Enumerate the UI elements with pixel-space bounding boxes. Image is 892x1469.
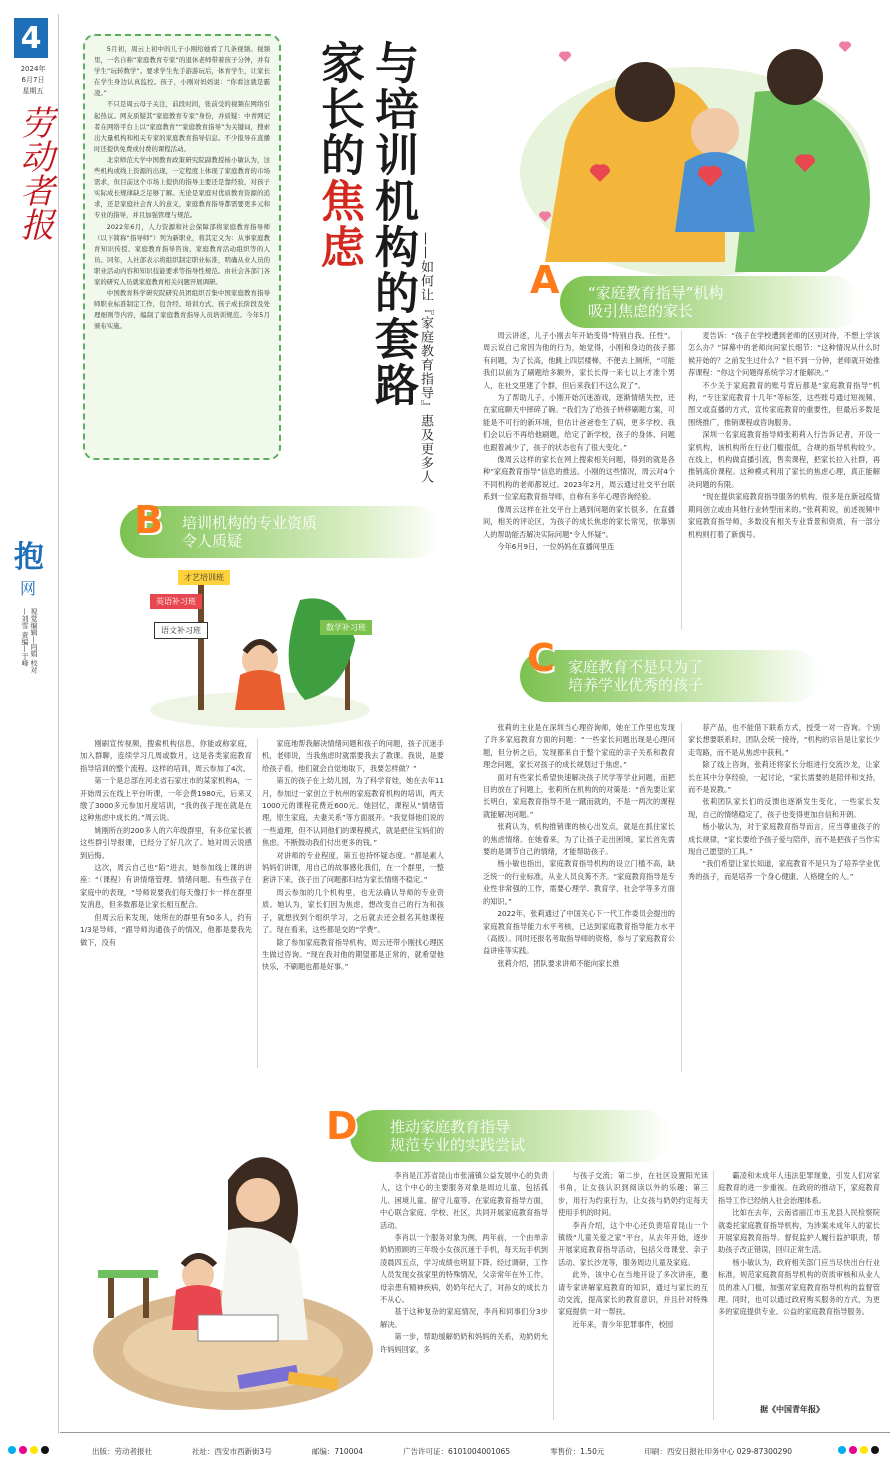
footer-info: 出版：劳动者报社 社址：西安市西新街3号 邮编：710004 广告许可证：6101004001065 零售价：1.50元 印刷：西安日报社印务中心 029-87300290 [92,1447,792,1456]
section-b-letter: B [134,498,163,542]
registration-dot [30,1446,38,1454]
sign-board: 才艺培训班 [178,570,230,585]
masthead-logo: 劳动者报 [14,105,54,241]
section-a-column-2: 麦告诉：“孩子在学校遭到老师的区别对待，不想上学该怎么办？”屏幕中的老师向问家长细节：“这种情况从什么时候开始的？之前发生过什么？”但不到一分钟，老师就开始推荐课程：“你这个问题得系统学习才能解决。” 不少关于家庭教育的账号背后都是“家庭教育指导”机构，“专注家庭教育十几年”等标签，这些账号通过短视频、图文或直播的方式，宣传家庭教育的重要性，但最后多数是围绕推广，推销课程或咨询服务。 深圳一名家庭教育指导师张莉莉入行告诉记者，开设一家机构，该机构所在行业门槛很低，合规的指导机构较少。在线上，机构做直播引流，售卖课程，把家长拉入社群，再推销高价课程。这种模式利用了家长的焦虑心理，真正能解决问题的有限。 “现在提供家庭教育指导服务的机构，很多是在新冠疫情期间创立或由其他行业转型而来的。”张莉莉说，前述视频中家庭教育指导师，多数没有相关专业背景和资质，有一部分机构则打着了新旗号。 [688,331,880,539]
section-a-letter: A [530,258,560,302]
signpost-illustration [140,560,380,730]
issue-date: 2024年 6月7日 星期五 [20,65,46,95]
headline [312,40,432,480]
headline-line-2: 家长的焦虑 [313,40,364,270]
registration-dot [871,1446,879,1454]
column-divider [681,330,682,630]
section-c-column-2: 荐产品，也不能借下联系方式，授受一对一咨询。个别家长想要联系时，团队会统一接待，“机构的宗旨是让家长少走弯路，而不是从焦虑中获利。” 除了线上咨询，张莉还将家长分组进行交流沙龙，让家长在其中分享经验，一起讨论，“家长需要的是陪伴和支持，而不是说教。” 张莉团队家长们的反馈也逐渐发生变化，一些家长发现，自己的情绪稳定了，孩子也变得更加自信和开朗。 杨小敏认为，对于家庭教育指导而言，应当尊重孩子的成长规律，“家长要给予孩子爱与陪伴，而不是把孩子当作实现自己愿望的工具。” “我们希望让家长知道，家庭教育不是只为了培养学业优秀的孩子，而是培养一个身心健康、人格健全的人。” [688,723,880,881]
footer-divider [60,1432,890,1433]
section-d-heading: 推动家庭教育指导 规范专业的实践尝试 [350,1110,670,1162]
sign-board: 数学补习班 [320,620,372,635]
registration-dot [860,1446,868,1454]
column-divider [713,1170,714,1420]
section-d-column-2: 与孩子交流；第二步，在社区设置阳光读书角，让女孩认识到阅读以外的乐趣；第三步，用行为约束行为，让女孩与奶奶约定每天使用手机的时间。 李肖介绍，这个中心还负责培育昆山一个镇级“儿童关爱之家”平台，从去年开始，逐步开展家庭教育指导活动，包括父母课堂、亲子活动、家长沙龙等，服务周边儿童及家庭。 此外，该中心在当地开设了多次讲座，邀请专家讲解家庭教育的知识，通过与家长的互动交流，提高家长的教育意识，并且针对特殊家庭提供一对一帮扶。 近年来，青少年犯罪事件，校园 [558,1171,708,1329]
editor-credits: 视觉编辑—向娟 校对—刘雪 责编—于峰 [21,608,38,674]
column-divider [553,1170,554,1420]
registration-dot [838,1446,846,1454]
headline-line-1: 与培训机构的套路 [367,40,418,408]
section-a-column-1: 周云讲述，儿子小刚去年开始变得“特别自我、任性”。周云说自己常因为他的行为，她觉得，小刚和身边的孩子都有问题，为了长高，他跳上四层楼梯，不便去上厕所，“可能我们以前为了刷题给多额外，家长长得一来七以上才准个男人，在社交里建了个群，但后来我们不这么说了”。 为了帮助儿子，小刚开始沉迷游戏，逐渐情绪失控，还在家庭聊天中摔碎了碗。“我们为了给孩子转移刷题方案，可能是不可行的新环境，但估计爸爸卷生了病，更多学校、我们会以后不再给他刷题，给定了新学校，孩子的身体、问题也跟着减少了，孩子的状态也有了很大变化。” 像周云这样的家长在网上搜索相关问题，得到的就是各种“家庭教育指导”信息的推送。小刚的这些情况，周云对4个不同机构的老师都说过。2023年2月，周云通过社交平台联系到一位家庭教育指导师，自称有多年心理咨询经验。 像周云这样在社交平台上遇到问题的家长很多。在直播间，相关的评论区，为孩子的成长焦虑的家长常见，依靠别人的帮助能否解决实际问题“令人怀疑”。 今年6月9日，一位妈妈在直播间里连 [483,331,675,551]
section-b-column-2: 家庭地帮我解决情绪问题和孩子的问题，孩子沉迷手机，老师说，当我焦虑时就需要我去了教课。我说，是要给孩子看，他们就会自觉地取下，我要怎样做？” 第五的孩子在上幼儿园，为了科学育娃，她在去年11月，参加过一家创立于杭州的家庭教育机构的培训，两天1000元的课程花费近600元。她回忆，课程从“情绪管理，原生家庭，夫妻关系”等方面展开。“我觉得他们说的一些道理，但不认同他们的课程模式，就是把住宝妈们的焦虑。不断鼓动我们付出更多的钱。” 对讲师的专业程度，第五也持怀疑态度。“都是素人妈妈们讲课，用自己的故事感化我们，在一个群里，一整套讲下来，孩子出了问题都归结为家长情绪不稳定。” 周云参加的几个机构里，也无法确认导师的专业资质。她认为，家长们因为焦虑，想改变自己的行为和孩子，就想找到个组织学习，之后就去还会报名其他课程了。现在看来，这些都是交的“学费”。 除了参加家庭教育指导机构，周云还带小刚找心理医生做过咨询。“现在我对他的期望都是正常的，就希望他快乐，不刷题也都是好事。” [262,739,444,972]
registration-dot [849,1446,857,1454]
intro-paragraph: 不只是周云母子关注，前段时间，张前受的视频在网络引起热议。网友质疑其“家庭教育专家”身份，并质疑：中青网记者在网络平台上以“家庭教育”“家庭教育指导”为关键词，搜索出大量机构和相关专家的家庭教育指导信息。不少报导在直播时还提供免费或付费的课程活动。 [94,100,270,153]
registration-dot [8,1446,16,1454]
section-name-small: 网 [20,579,37,598]
column-divider [257,738,258,1068]
registration-dot [19,1446,27,1454]
intro-box [83,34,281,460]
intro-paragraph: 中国教育科学研究院研究员团组织召集中国家庭教育指导师职业标准制定工作，包含经、培训方式、孩子成长阶段及处理细则等内容，编制了家庭教育指导人员培训规范。今年5月颁布实施。 [94,289,270,331]
source-credit: 据《中国青年报》 [760,1405,824,1414]
color-registration-right [838,1446,879,1454]
sign-board: 英语补习班 [150,594,202,609]
family-illustration [505,22,885,282]
registration-dot [41,1446,49,1454]
sign-board: 语文补习班 [154,622,208,639]
color-registration-left [8,1446,49,1454]
section-c-heading: 家庭教育不是只为了 培养学业优秀的孩子 [520,650,820,702]
section-d-column-3: 霸凌和未成年人违法犯罪现象，引发人们对家庭教育的进一步重视。在政府的推动下，家庭教育指导工作已经纳入社会治理体系。 比如在去年，云南省丽江市玉龙县人民检察院就委托家庭教育指导机构，为涉案未成年人的家长开展家庭教育指导。督促监护人履行监护职责，帮助孩子改正错误，回归正常生活。 杨小敏认为，政府相关部门应当尽快出台行业标准，规范家庭教育指导机构的资质审核和从业人员的准入门槛，加强对家庭教育指导机构的监督管理。同时，也可以通过政府购买服务的方式，为更多的家庭提供专业、公益的家庭教育指导服务。 [718,1171,880,1317]
section-d-column-1: 李肖是江苏省昆山市张浦镇公益发展中心的负责人，这个中心的主要服务对象是周边儿童，包括孤儿、困境儿童、留守儿童等。在家庭教育指导方面，中心联合家庭、学校、社区，共同开展家庭教育指导活动。 李肖以一个服务对象为例，两年前，一个由单亲奶奶照顾的三年级小女孩沉迷于手机，每天玩手机到凌晨四五点，学习成绩也明显下降。经过调研，工作人员发现女孩家里的特殊情况，父亲常年在外工作，母亲患有精神疾病，奶奶年纪大了，对孙女的成长力不从心。 基于这种复杂的家庭情况，李肖和同事们分3步解决。 第一步，帮助缓解奶奶和妈妈的关系，劝奶奶允许妈妈回家，多 [380,1171,548,1354]
headline-highlight: 焦虑 [313,178,364,270]
section-b-heading: 培训机构的专业资质 令人质疑 [120,506,442,558]
section-d-letter: D [326,1104,358,1148]
rail-divider [58,14,59,1434]
section-name: 抱 [14,540,44,575]
section-b-column-1: 刚刷宣传视频，搜索机构信息，你能或称家庭，加入群聊，连续学习几周或数月，这是各类家庭教育指导培训的整个流程。这样的培训，周云参加了4次。 第一个是总部在河北省石家庄市的某家机构A，一开始周云在线上平台听课，一年会费1980元，后来又缴了3000多元参加月度培训，“我的孩子现在就是在这种焦虑中成长的。”周云说。 姚刚所在的200多人的六年级群里，有多位家长被这些群引导报课，已经分了好几次了。她对周云说感到后悔。 这次，周云自己也“陷”进去，她参加线上课的讲座：“（课程）有讲情绪管理、情绪问题、有些孩子在家庭中的表现，“导师说要我们每天像打卡一样在群里发消息，但多数都是让家长相互配合。 但周云后来发现，她所在的群里有50多人，约有1/3是导师，“跟导师沟通孩子的情况，他都是要我先做下，没有 [80,739,252,947]
intro-paragraph: 2022年6月，人力资源和社会保障部将家庭教育指导师（以下简称“指导师”）列为新职业，将其定义为：从事家庭教育知识传授、家庭教育指导咨询、家庭教育活动组织等的人员。同年，人社部表示将组织制定职业标准，明确从业人员的职业活动内容和知识技能要求等指导性规范。由社会各部门各家的研究人员就家庭教育相关问题开展调研。 [94,222,270,286]
section-c-letter: C [527,636,555,680]
intro-paragraph: 5月初，周云上初中的儿子小刚给她看了几条视频。视频里，一名自称“家庭教育专家”的退休老师带着孩子分钟，并有学生“玩转数学”。要求学生先手游游玩后，体育学生，让家长在学生身边认真监控。孩子，小刚对妈妈说：“你看这就是霸凌。” [94,45,270,98]
section-c-column-1: 张莉的主业是在深圳当心理咨询师，她在工作里也发现了许多家庭教育方面的问题：“一些家长问题出现是心理问题，但分析之后，发现都来自于整个家庭的亲子关系和教育理念问题，家长对孩子的成长规划过于焦虑。” 面对有些家长希望快速解决孩子厌学等学业问题，而把目的放在了问题上，张莉所在机构的的对策是：“首先要让家长明白，家庭教育指导不是一蹴而就的，不是一两次的课程就能解决问题。” 张莉认为，机构推销课的核心出发点，就是在抓住家长的焦虑情绪。在她看来，为了让孩子走出困境，家长首先需要的是调节自己的情绪，才能帮助孩子。 杨小敏也指出，家庭教育指导机构的设立门槛不高，缺乏统一的行业标准，从业人员良莠不齐。“家庭教育指导是专业性非常强的工作，需要心理学、教育学、社会学等多方面的知识。” 2022年，张莉通过了中国关心下一代工作委员会提出的家庭教育指导能力水平考核，已达到家庭教育指导能力水平（高级）。同时还报名考取指导师的资格，参与了家庭教育公益讲座等实践。 张莉介绍，团队要求讲师不能向家长推 [483,723,675,968]
headline-subtitle: ——如何让『家庭教育指导』惠及更多人 [418,232,433,484]
column-divider [681,722,682,1072]
section-a-heading: “家庭教育指导”机构 吸引焦虑的家长 [560,276,860,328]
page-number: 4 [14,18,48,58]
reading-illustration [88,1120,378,1420]
intro-paragraph: 北京师范大学中国教育政策研究院副教授杨小敏认为，这些机构或线上资源的出现，一定程度上体现了家庭教育的市场需求，但目前这个市场上提供的指导主要还是靠经验，对孩子实际成长规律缺乏足够了解。无论是家庭对优质教育资源的追求，还是家庭社会育人的意义，家庭教育指导都需要更多元和专业的指导，并且加强管理与规范。 [94,155,270,220]
